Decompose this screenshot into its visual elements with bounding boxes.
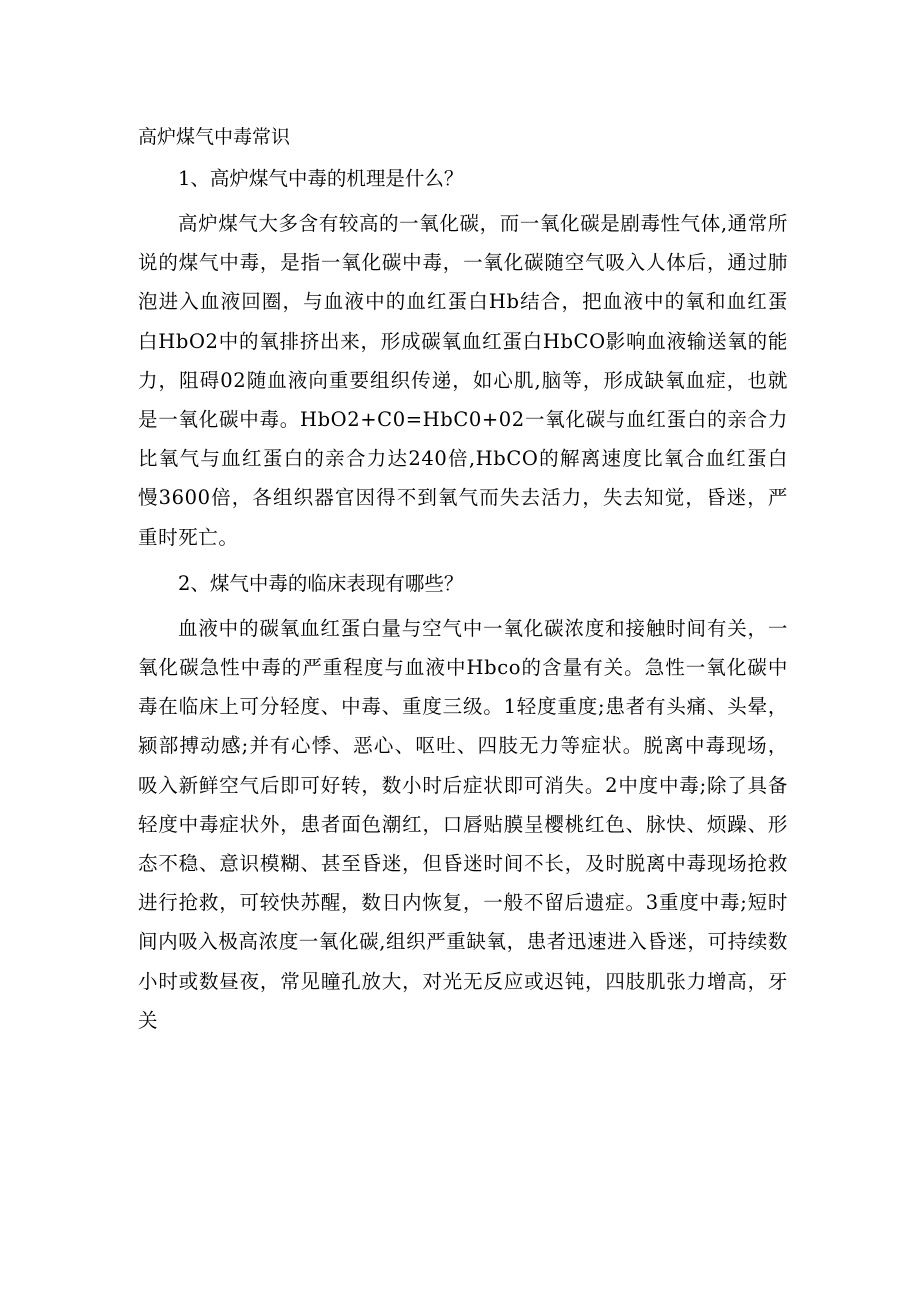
section-body-2: 血液中的碳氧血红蛋白量与空气中一氧化碳浓度和接触时间有关，一氧化碳急性中毒的严重程度与血液中Hbco的含量有关。急性一氧化碳中毒在临床上可分轻度、中毒、重度三级。1轻度重度;患者有头痛、头晕，颍部搏动感;并有心悸、恶心、呕吐、四肢无力等症状。脱离中毒现场，吸入新鲜空气后即可好转，数小时后症状即可消失。2中度中毒;除了具备轻度中毒症状外，患者面色潮红，口唇贴膜呈樱桃红色、脉快、烦躁、形态不稳、意识模糊、甚至昏迷，但昏迷时间不长，及时脱离中毒现场抢救进行抢救，可较快苏醒，数日内恢复，一般不留后遗症。3重度中毒;短时间内吸入极高浓度一氧化碳,组织严重缺氧，患者迅速进入昏迷，可持续数小时或数昼夜，常见瞳孔放大，对光无反应或迟钝，四肢肌张力增高，牙关	[138, 616, 788, 1032]
section-heading-2: 2、煤气中毒的临床表现有哪些？	[178, 571, 464, 595]
document-content	[138, 116, 788, 1040]
section-heading-1: 1、高炉煤气中毒的机理是什么？	[178, 167, 464, 190]
document-title: 高炉煤气中毒常识	[138, 126, 291, 148]
section-body-1: 高炉煤气大多含有较高的一氧化碳，而一氧化碳是剧毒性气体,通常所说的煤气中毒，是指一氧化碳中毒，一氧化碳随空气吸入人体后，通过肺泡进入血液回圈，与血液中的血红蛋白Hb结合，把血液中的氧和血红蛋白HbO2中的氧排挤出来，形成碳氧血红蛋白HbCO影响血液输送氧的能力，阻碍02随血液向重要组织传递，如心肌,脑等，形成缺氧血症，也就是一氧化碳中毒。HbO2+C0=HbC0+02一氧化碳与血红蛋白的亲合力比氧气与血红蛋白的亲合力达240倍,HbCO的解离速度比氧合血红蛋白慢3600倍，各组织器官因得不到氧气而失去活力，失去知觉，昏迷，严重时死亡。	[138, 212, 788, 549]
